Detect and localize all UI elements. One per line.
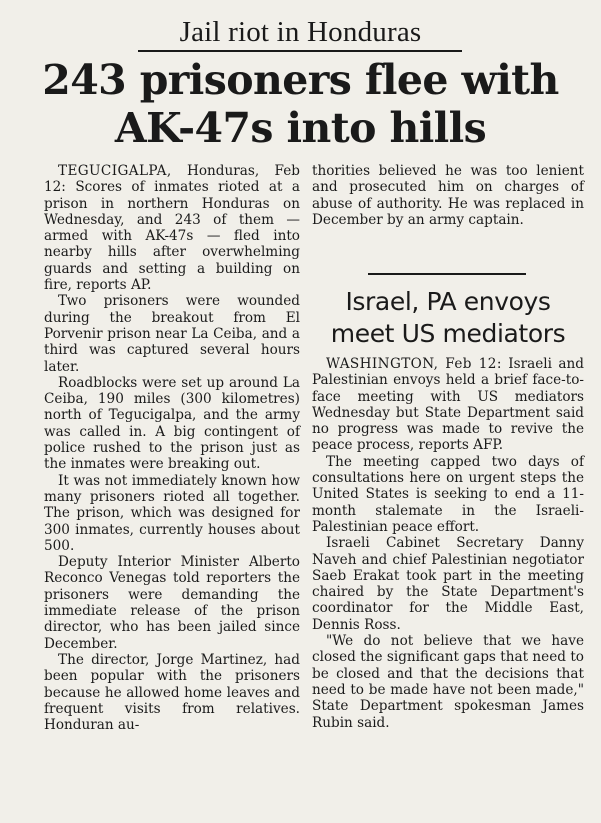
story2-paragraph-2: The meeting capped two days of consultations here on urgent steps the United States is seeking to end a 11-month stalemate in the Israeli-Palestinian peace effort. (312, 453, 584, 535)
story1-dateline: TEGUCIGALPA, (58, 163, 172, 179)
story2-paragraph-3: Israeli Cabinet Secretary Danny Naveh and chief Palestinian negotiator Saeb Erakat took part in the meeting chaired by the State Department's coordinator for the Middle East, Dennis Ross. (312, 535, 584, 633)
story1-headline-line2: AK-47s into hills (114, 104, 487, 152)
story1-kicker: Jail riot in Honduras (179, 16, 422, 48)
story1-continuation: thorities believed he was too lenient and prosecuted him on charges of abuse of authority. He was replaced in December by an army captain. (312, 163, 584, 228)
story2-headline-line1: Israel, PA envoys (345, 287, 551, 316)
story2-headline-line2: meet US mediators (330, 319, 566, 348)
story1-paragraph-2: Two prisoners were wounded during the breakout from El Porvenir prison near La Ceiba, and a third was captured several hours later. (44, 293, 300, 375)
story1-paragraph-1 (44, 163, 300, 293)
kicker-rule (138, 50, 462, 52)
story1-paragraph-3: Roadblocks were set up around La Ceiba, 190 miles (300 kilometres) north of Tegucigalpa, and the army was called in. A big contingent of police rushed to the prison just as the inmates were breaking out. (44, 374, 300, 473)
story2-paragraph-4: "We do not believe that we have closed the significant gaps that need to be closed and that the decisions that need to be made have not been made," State Department spokesman James Rubin said. (312, 633, 584, 731)
story2-paragraph-1 (312, 356, 584, 454)
story1-column-right (312, 163, 584, 228)
story2-paragraph-1-text: Israeli and Palestinian envoys held a brief face-to-face meeting with US mediators Wednesday but State Department said no progress was made to revive the peace process, reports AFP. (312, 356, 584, 454)
story1-headline (0, 56, 601, 152)
story1-paragraph-5: Deputy Interior Minister Alberto Reconco Venegas told reporters the prisoners were demanding the immediate release of the prison director, who has been jailed since December. (44, 554, 300, 652)
story1-paragraph-6: The director, Jorge Martinez, had been popular with the prisoners because he allowed home leaves and frequent visits from relatives. Honduran au- (44, 651, 300, 734)
story1-paragraph-4: It was not immediately known how many prisoners rioted all together. The prison, which was designed for 300 inmates, currently houses about 500. (44, 472, 300, 554)
story-separator-rule (368, 273, 526, 275)
story1-headline-line1: 243 prisoners flee with (42, 56, 559, 104)
story2-headline (312, 286, 584, 350)
story1-paragraph-1-text: Honduras, Feb 12: Scores of inmates rioted at a prison in northern Honduras on Wednesday, and 243 of them — armed with AK-47s — fled into nearby hills after overwhelming guards and setting a building on fire, reports AP. (44, 163, 300, 294)
story2-body (312, 356, 584, 731)
story1-column-left (44, 163, 300, 733)
story2-dateline: WASHINGTON, Feb 12: (326, 356, 502, 372)
